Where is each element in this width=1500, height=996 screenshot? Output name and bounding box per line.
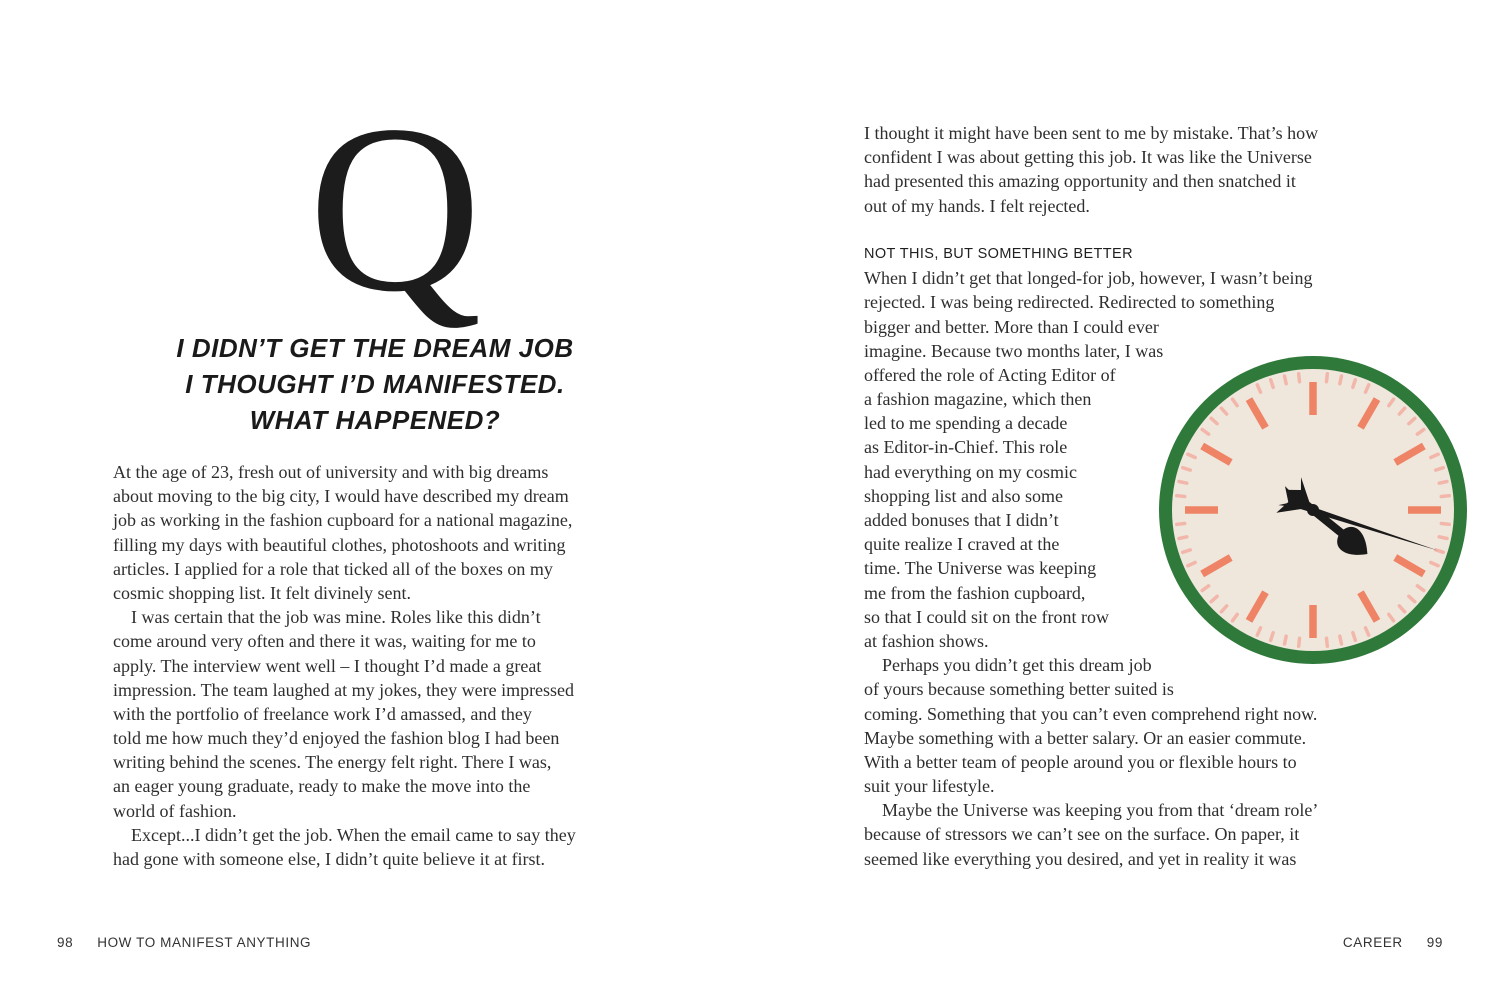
text-line: an eager young graduate, ready to make the move into the [113,776,531,797]
text-line: Maybe the Universe was keeping you from that ‘dream role’ [882,800,1319,821]
running-title: CAREER [1342,935,1403,950]
section-subheading: NOT THIS, BUT SOMETHING BETTER [864,245,1133,262]
text-line: quite realize I craved at the [864,534,1060,555]
text-line: of yours because something better suited is [864,679,1174,700]
minute-tick [1299,638,1300,646]
minute-tick [1353,380,1355,388]
text-line: led to me spending a decade [864,413,1068,434]
text-line: writing behind the scenes. The energy felt right. There I was, [113,752,552,773]
text-line: With a better team of people around you or flexible hours to [864,751,1297,772]
text-line: so that I could sit on the front row [864,606,1109,627]
text-line: world of fashion. [113,800,237,821]
text-line: suit your lifestyle. [864,776,995,797]
clock-center-pin [1307,504,1319,516]
text-line: a fashion magazine, which then [864,389,1092,410]
text-line: had everything on my cosmic [864,461,1077,482]
text-line: I thought it might have been sent to me by mistake. That’s how [864,123,1319,143]
text-line: told me how much they’d enjoyed the fashion blog I had been [113,728,560,749]
minute-tick [1353,633,1355,641]
running-title: HOW TO MANIFEST ANYTHING [97,935,312,950]
minute-tick [1285,636,1287,644]
text-line: added bonuses that I didn’t [864,510,1059,530]
text-line: impression. The team laughed at my jokes, they were impressed [113,679,575,700]
text-line: offered the role of Acting Editor of [864,364,1116,385]
text-line: bigger and better. More than I could ever [864,316,1159,337]
minute-tick [1285,376,1287,384]
minute-tick [1299,374,1300,382]
heading-line: I DIDN’T GET THE DREAM JOB [176,333,574,363]
text-line: Maybe something with a better salary. Or an easier commute. [864,727,1307,748]
minute-tick [1179,537,1187,539]
text-line: filling my days with beautiful clothes, photoshoots and writing [113,534,566,555]
minute-tick [1340,636,1342,644]
text-line: seemed like everything you desired, and yet in reality it was [864,848,1297,869]
minute-tick [1436,468,1444,470]
minute-tick [1439,537,1447,539]
drop-letter: Q [308,75,482,341]
minute-tick [1441,523,1449,524]
text-line: at fashion shows. [864,630,989,651]
text-line: articles. I applied for a role that ticked all of the boxes on my [113,558,553,579]
text-line: When I didn’t get that longed-for job, however, I wasn’t being [864,268,1313,289]
minute-tick [1441,496,1449,497]
text-line: cosmic shopping list. It felt divinely sent. [113,582,411,603]
heading-line: WHAT HAPPENED? [249,405,501,435]
page-number: 98 [57,935,74,950]
text-line: imagine. Because two months later, I was [864,340,1164,361]
minute-tick [1177,523,1185,524]
text-line: come around very often and there it was, waiting for me to [113,631,536,652]
text-line: shopping list and also some [864,485,1063,506]
text-line: job as working in the fashion cupboard for a national magazine, [113,510,573,531]
minute-tick [1340,376,1342,384]
text-line: had presented this amazing opportunity and then snatched it [864,171,1296,192]
text-line: Except...I didn’t get the job. When the email came to say they [131,824,576,845]
minute-tick [1177,496,1185,497]
question-heading [113,330,637,438]
text-line: me from the fashion cupboard, [864,582,1086,603]
minute-tick [1271,380,1273,388]
minute-tick [1179,482,1187,484]
text-line: as Editor-in-Chief. This role [864,437,1068,458]
minute-tick [1183,550,1191,552]
text-line: because of stressors we can’t see on the surface. On paper, it [864,824,1300,845]
text-line: confident I was about getting this job. It was like the Universe [864,147,1312,168]
wall-clock-icon [1154,351,1472,669]
text-line: I was certain that the job was mine. Roles like this didn’t [131,607,541,628]
text-line: about moving to the big city, I would have described my dream [113,486,569,507]
text-line: apply. The interview went well – I thought I’d made a great [113,655,542,676]
text-line: coming. Something that you can’t even comprehend right now. [864,703,1318,724]
text-line: out of my hands. I felt rejected. [864,195,1090,216]
text-line: At the age of 23, fresh out of university and with big dreams [113,462,549,482]
text-line: Perhaps you didn’t get this dream job [882,655,1152,676]
minute-tick [1326,374,1327,382]
text-line: had gone with someone else, I didn’t quite believe it at first. [113,849,546,869]
minute-tick [1271,633,1273,641]
minute-tick [1183,468,1191,470]
text-line: time. The Universe was keeping [864,558,1097,579]
text-line: rejected. I was being redirected. Redirected to something [864,292,1275,313]
left-footer [57,935,311,950]
right-footer [1343,935,1443,950]
minute-tick [1326,638,1327,646]
intro-paragraph [864,121,1384,218]
minute-tick [1439,482,1447,484]
page-number: 99 [1426,935,1443,950]
left-body-text [113,460,643,871]
text-line: with the portfolio of freelance work I’d amassed, and they [113,703,532,724]
heading-line: I THOUGHT I’D MANIFESTED. [185,369,565,399]
